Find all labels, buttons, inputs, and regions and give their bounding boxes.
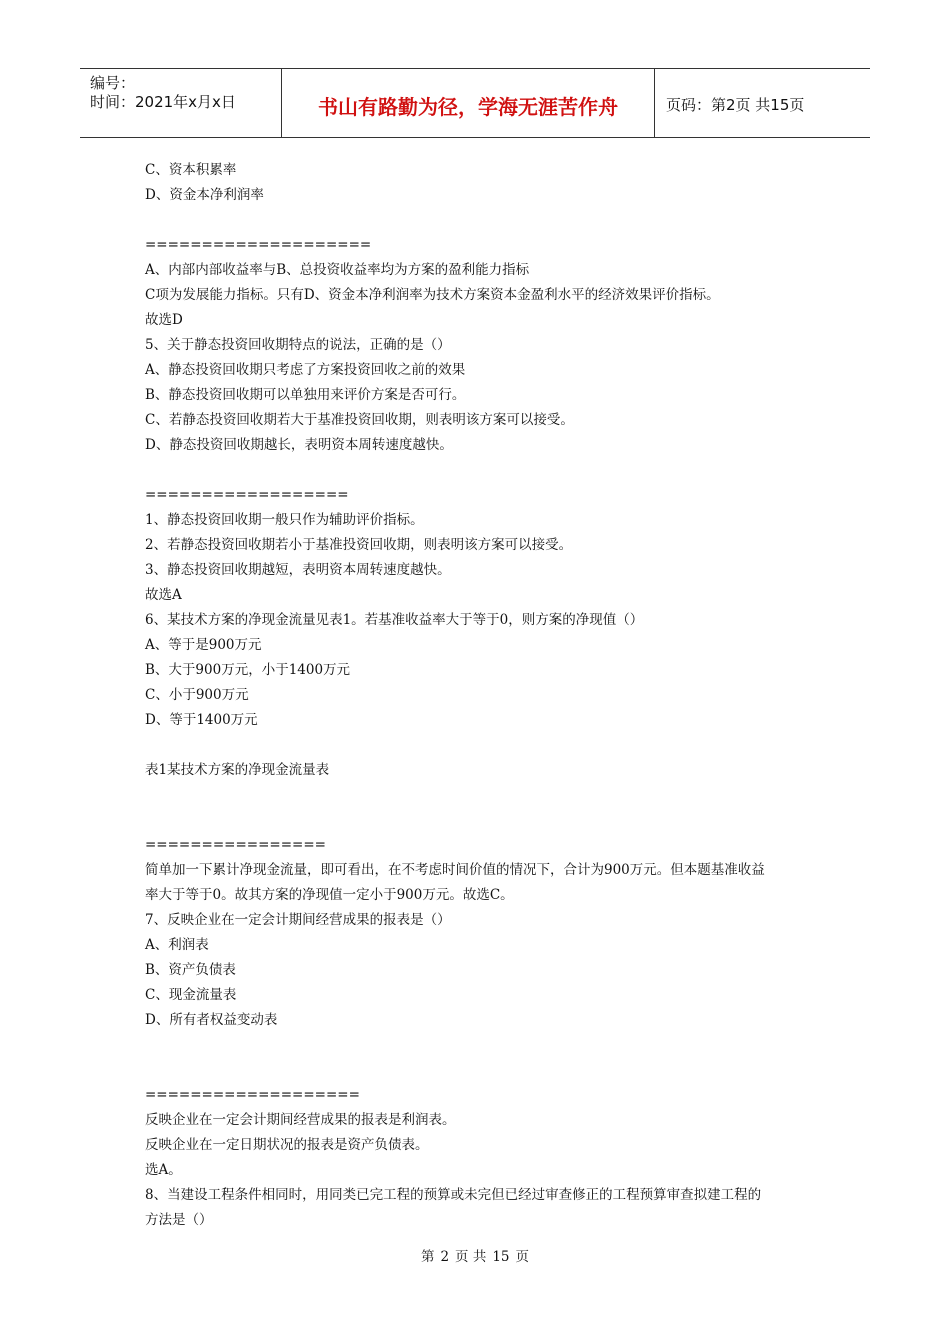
blank-line (145, 1033, 815, 1058)
blank-line (145, 808, 815, 833)
page-footer (0, 1245, 950, 1265)
text-line: B、资产负债表 (145, 962, 236, 978)
text-line: C、若静态投资回收期若大于基准投资回收期，则表明该方案可以接受。 (145, 412, 574, 428)
header-meta-cell (80, 69, 282, 137)
blank-line (145, 208, 815, 233)
text-line: B、大于900万元，小于1400万元 (145, 662, 351, 678)
text-line: 3、静态投资回收期越短，表明资本周转速度越快。 (145, 562, 451, 578)
text-line: A、等于是900万元 (145, 637, 262, 653)
number-label: 编号： (90, 74, 136, 92)
text-line: 反映企业在一定日期状况的报表是资产负债表。 (145, 1137, 429, 1153)
document-body (145, 158, 815, 1233)
text-line: =================== (145, 1087, 360, 1103)
text-line: 5、关于静态投资回收期特点的说法，正确的是（） (145, 337, 451, 353)
footer-total-pages: 15 (492, 1249, 510, 1265)
text-line: C、小于900万元 (145, 687, 249, 703)
text-line: 8、当建设工程条件相同时，用同类已完工程的预算或未完但已经过审查修正的工程预算审查拟建工程的 (145, 1187, 762, 1203)
text-line: A、内部内部收益率与B、总投资收益率均为方案的盈利能力指标 (145, 262, 530, 278)
text-line: 故选A (145, 587, 182, 603)
text-line: D、等于1400万元 (145, 712, 258, 728)
text-line: 1、静态投资回收期一般只作为辅助评价指标。 (145, 512, 424, 528)
text-line: C项为发展能力指标。只有D、资金本净利润率为技术方案资本金盈利水平的经济效果评价指标。 (145, 287, 720, 303)
text-line: C、资本积累率 (145, 162, 237, 178)
text-line: 2、若静态投资回收期若小于基准投资回收期，则表明该方案可以接受。 (145, 537, 573, 553)
text-line: B、静态投资回收期可以单独用来评价方案是否可行。 (145, 387, 466, 403)
text-line: ================ (145, 837, 326, 853)
text-line: D、静态投资回收期越长，表明资本周转速度越快。 (145, 437, 453, 453)
header-page-cell (656, 69, 870, 137)
text-line: 反映企业在一定会计期间经营成果的报表是利润表。 (145, 1112, 456, 1128)
footer-mid: 页 共 (455, 1249, 487, 1265)
text-line: 选A。 (145, 1162, 182, 1178)
blank-line (145, 458, 815, 483)
footer-suffix: 页 (515, 1249, 530, 1265)
footer-current-page: 2 (440, 1249, 450, 1265)
text-line: ================== (145, 487, 349, 503)
text-line: A、利润表 (145, 937, 209, 953)
text-line: D、所有者权益变动表 (145, 1012, 278, 1028)
text-line: ==================== (145, 237, 372, 253)
text-line: 简单加一下累计净现金流量，即可看出，在不考虑时间价值的情况下，合计为900万元。但本题基准收益 (145, 862, 765, 878)
blank-line (145, 783, 815, 808)
blank-line (145, 1058, 815, 1083)
header-motto-cell (282, 69, 655, 137)
page-info: 页码：第2页 共15页 (666, 96, 805, 114)
text-line: 率大于等于0。故其方案的净现值一定小于900万元。故选C。 (145, 887, 514, 903)
text-line: 7、反映企业在一定会计期间经营成果的报表是（） (145, 912, 451, 928)
date-label: 时间：2021年x月x日 (90, 93, 236, 111)
text-line: C、现金流量表 (145, 987, 237, 1003)
text-line: 表1某技术方案的净现金流量表 (145, 762, 330, 778)
text-line: 6、某技术方案的净现金流量见表1。若基准收益率大于等于0，则方案的净现值（） (145, 612, 644, 628)
text-line: 方法是（） (145, 1212, 213, 1228)
text-line: A、静态投资回收期只考虑了方案投资回收之前的效果 (145, 362, 466, 378)
text-line: 故选D (145, 312, 183, 328)
footer-prefix: 第 (420, 1249, 435, 1265)
document-header (80, 68, 870, 138)
blank-line (145, 733, 815, 758)
motto: 书山有路勤为径，学海无涯苦作舟 (318, 95, 618, 119)
text-line: D、资金本净利润率 (145, 187, 264, 203)
